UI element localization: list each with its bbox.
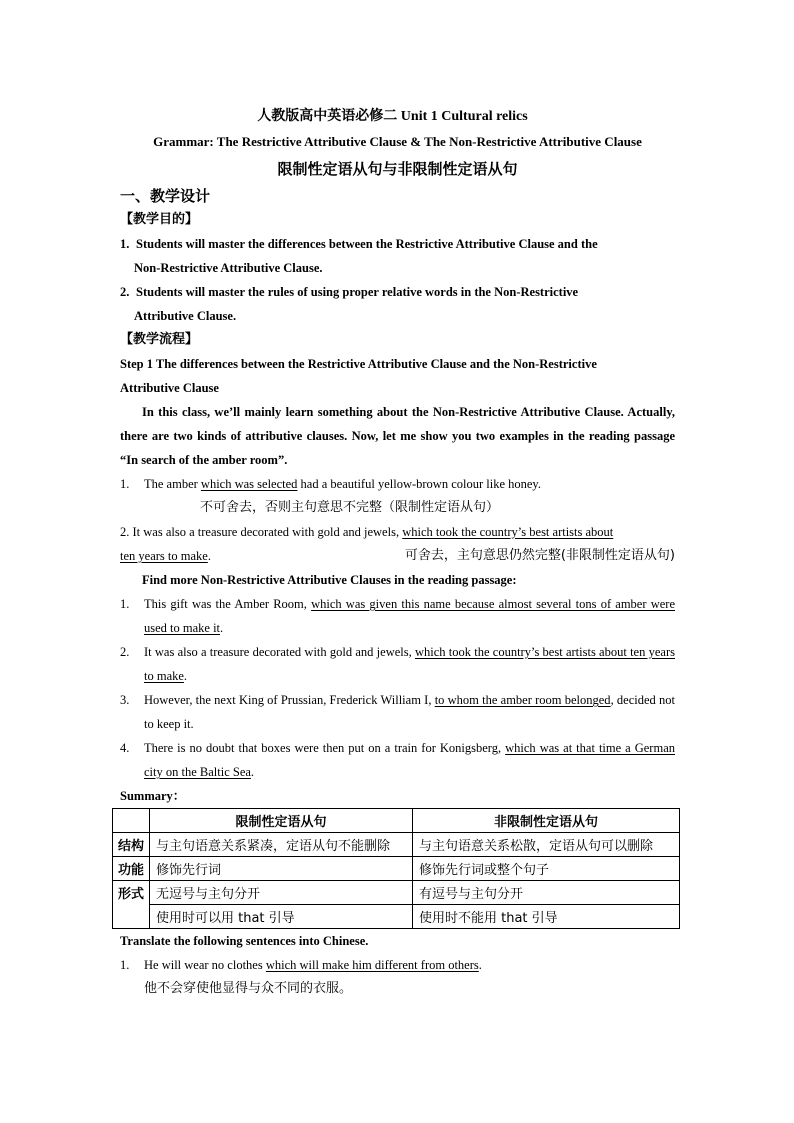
table-row <box>113 809 680 833</box>
find-heading: Find more Non-Restrictive Attributive Clauses in the reading passage: <box>142 573 517 587</box>
table-row: 结构 与主句语意关系紧凑，定语从句不能删除 与主句语意关系松散，定语从句可以删除 <box>113 833 680 857</box>
document-title: 人教版高中英语必修二 Unit 1 Cultural relics <box>257 109 528 124</box>
find-item: 4. There is no doubt that boxes were then put on a train for Konigsberg, which was at that time a German city on the Baltic Sea. <box>120 741 675 779</box>
intro-paragraph: In this class, we’ll mainly learn something about the Non-Restrictive Attributive Clause. Actually, there are two kinds of attributive clauses. Now, let me show you two examples in the reading passage “In search of the amber room”. <box>120 405 675 467</box>
objectives-label: 【教学目的】 <box>120 212 199 227</box>
step-title: Step 1 The differences between the Restrictive Attributive Clause and the Non-Restrictive Attributive Clause <box>120 357 597 395</box>
objective-item: 1. Students will master the differences between the Restrictive Attributive Clause and the Non-Restrictive Attributive Clause. <box>120 237 598 275</box>
find-item: 2. It was also a treasure decorated with gold and jewels, which took the country’s best artists about ten years to make. <box>120 645 675 683</box>
example-1-note: 不可舍去，否则主句意思不完整（限制性定语从句） <box>200 500 500 515</box>
find-item: 1. This gift was the Amber Room, which was given this name because almost several tons of amber were used to make it. <box>120 597 675 635</box>
summary-table <box>112 808 680 929</box>
document-subtitle: 限制性定语从句与非限制性定语从句 <box>277 160 518 178</box>
example-2-continued: ten years to make. 可舍去，主句意思仍然完整(非限制性定语从句) <box>120 544 675 568</box>
section-heading: 一、教学设计 <box>120 187 211 205</box>
translate-answer: 他不会穿使他显得与众不同的衣服。 <box>144 981 353 996</box>
table-row: 功能 修饰先行词 修饰先行词或整个句子 <box>113 857 680 881</box>
objective-item: 2. Students will master the rules of using proper relative words in the Non-Restrictive Attributive Clause. <box>120 285 579 323</box>
summary-label: Summary： <box>120 789 186 803</box>
example-2-note: 可舍去，主句意思仍然完整(非限制性定语从句) <box>404 548 675 563</box>
find-item: 3. However, the next King of Prussian, Frederick William I, to whom the amber room belonged, decided not to keep it. <box>120 693 676 731</box>
document-page <box>117 104 676 1001</box>
table-row: 使用时可以用 that 引导 使用时不能用 that 引导 <box>113 905 680 929</box>
translate-heading: Translate the following sentences into Chinese. <box>120 934 369 948</box>
table-header: 非限制性定语从句 <box>413 809 680 833</box>
example-2: 2. It was also a treasure decorated with gold and jewels, which took the country’s best artists about <box>120 525 614 539</box>
example-1: 1. The amber which was selected had a beautiful yellow-brown colour like honey. <box>120 477 541 491</box>
table-header: 限制性定语从句 <box>150 809 413 833</box>
grammar-title: Grammar: The Restrictive Attributive Clause & The Non-Restrictive Attributive Clause <box>153 134 642 149</box>
table-row: 形式 无逗号与主句分开 有逗号与主句分开 <box>113 881 680 905</box>
translate-item: 1. He will wear no clothes which will make him different from others. <box>120 958 482 972</box>
process-label: 【教学流程】 <box>120 332 199 347</box>
